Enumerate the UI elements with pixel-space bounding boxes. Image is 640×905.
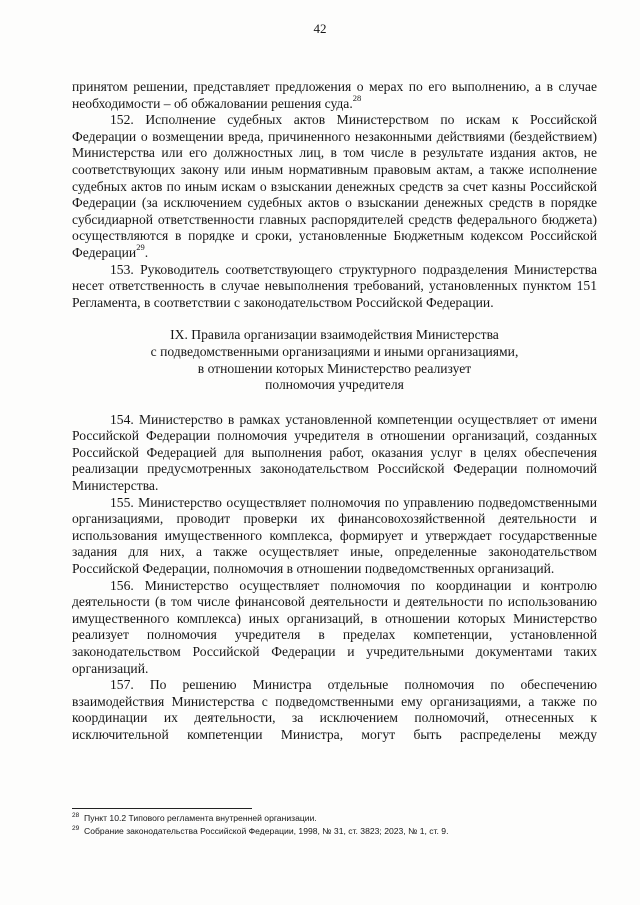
- paragraph-155: 155. Министерство осуществляет полномочия по управлению подведомственными организациями, проводит проверки их финансовохозяйственной деятельности и использования имущественного комплекса, формирует и утверждает государственные задания для них, а также осуществляет иные, определенные законодательством Российской Федерации, полномочия в отношении подведомственных организаций.: [72, 494, 597, 577]
- section-heading-line: в отношении которых Министерство реализует: [197, 360, 472, 376]
- footnote-28: [72, 812, 597, 825]
- section-heading-line: IX. Правила организации взаимодействия Министерства: [170, 327, 499, 343]
- footnote-mark: 29: [72, 825, 80, 833]
- footnote-ref-28[interactable]: 28: [352, 93, 362, 104]
- paragraph-152: [72, 112, 597, 261]
- paragraph-continued: [72, 79, 597, 112]
- footnote-text: Собрание законодательства Российской Федерации, 1998, № 31, ст. 3823; 2023, № 1, ст. 9.: [84, 826, 449, 836]
- paragraph-text: принятом решении, представляет предложения о мерах по его выполнению, а в случае необходимости – об обжаловании решения суда.: [72, 79, 597, 111]
- paragraph-tail: .: [144, 244, 149, 260]
- paragraph-text: 152. Исполнение судебных актов Министерством по искам к Российской Федерации о возмещении вреда, причиненного незаконными действиями (бездействием) Министерства или его должностных лиц, в том числе в результате издания актов, не соответствующих закону или иным нормативным правовым актам, а также исполнение судебных актов по иным искам о взыскании денежных средств за счет казны Российской Федерации (за исключением судебных актов о взыскании денежных средств в порядке субсидиарной ответственности главных распорядителей средств федерального бюджета) осуществляются в порядке и сроки, установленные Бюджетным кодексом Российской Федерации: [72, 112, 597, 260]
- page-number: 42: [313, 21, 327, 36]
- footnotes: [72, 812, 597, 838]
- document-body: [72, 79, 597, 744]
- footnote-mark: 28: [72, 812, 80, 820]
- footnote-29: [72, 825, 597, 838]
- footnote-divider: [72, 808, 252, 809]
- paragraph-153: 153. Руководитель соответствующего структурного подразделения Министерства несет ответственность в случае невыполнения требований, установленных пунктом 151 Регламента, в соответствии с законодательством Российской Федерации.: [72, 261, 597, 310]
- section-heading-ix: [72, 327, 597, 393]
- footnote-ref-29[interactable]: 29: [136, 242, 145, 253]
- section-heading-line: с подведомственными организациями и иными организациями,: [150, 343, 519, 359]
- paragraph-157: 157. По решению Министра отдельные полномочия по обеспечению взаимодействия Министерства с подведомственными ему организациями, а также по координации их деятельности, за исключением полномочий, отнесенных к исключительной компетенции Министра, могут быть распределены между: [72, 677, 597, 742]
- section-heading-line: полномочия учредителя: [265, 377, 404, 393]
- paragraph-154: 154. Министерство в рамках установленной компетенции осуществляет от имени Российской Федерации полномочия учредителя в отношении организаций, созданных Российской Федерацией для выполнения работ, оказания услуг в целях обеспечения реализации предусмотренных законодательством Российской Федерации полномочий Министерства.: [72, 411, 597, 494]
- footnote-text: Пункт 10.2 Типового регламента внутренней организации.: [84, 813, 317, 823]
- paragraph-156: 156. Министерство осуществляет полномочия по координации и контролю деятельности (в том числе финансовой деятельности и деятельности по использованию имущественного комплекса) иных организаций, в отношении которых Министерство реализует полномочия учредителя в пределах компетенции, установленной законодательством Российской Федерации и учредительными документами таких организаций.: [72, 577, 597, 676]
